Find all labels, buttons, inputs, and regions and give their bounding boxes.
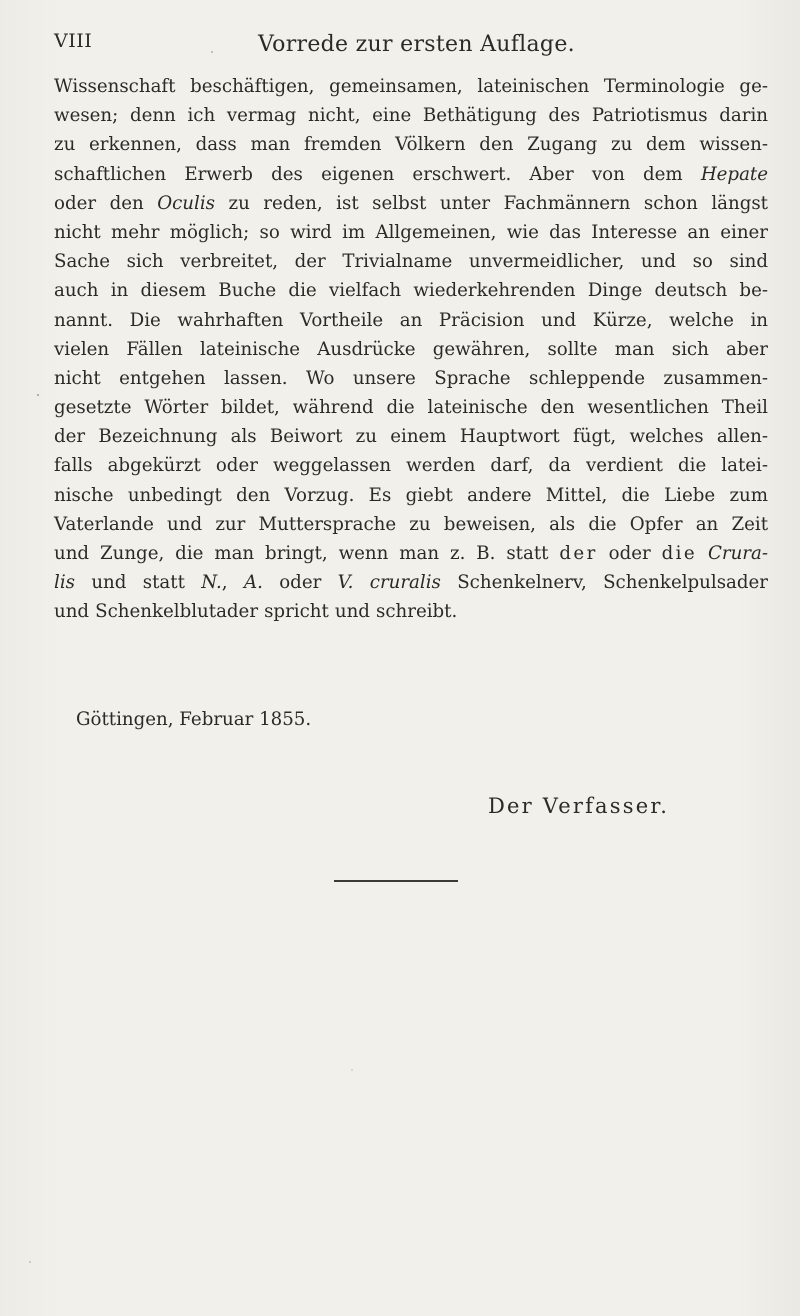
latin-abbrev: A. bbox=[243, 572, 263, 594]
spaced-article: die bbox=[661, 543, 698, 564]
author-signature: Der Verfasser. bbox=[488, 794, 670, 818]
text-line: auch in diesem Buche die vielfach wiederkehrenden Dinge deutsch be- bbox=[54, 280, 768, 302]
end-rule bbox=[334, 880, 458, 882]
text-line: wesen; denn ich vermag nicht, eine Bethätigung des Patriotismus darin bbox=[54, 105, 768, 127]
text-line: vielen Fällen lateinische Ausdrücke gewähren, sollte man sich aber bbox=[54, 338, 768, 360]
latin-term: V. cruralis bbox=[337, 572, 441, 594]
text-line: Vaterlande und zur Muttersprache zu beweisen, als die Opfer an Zeit bbox=[54, 513, 768, 535]
spaced-article: der bbox=[559, 543, 598, 564]
page-header bbox=[54, 24, 774, 64]
page-number: VIII bbox=[54, 30, 93, 52]
latin-term: Crura- bbox=[707, 543, 768, 564]
text-line: schaftlichen Erwerb des eigenen erschwert. Aber von dem Hepate bbox=[54, 163, 768, 185]
text-line: nannt. Die wahrhaften Vortheile an Präcision und Kürze, welche in bbox=[54, 309, 768, 331]
text-line: der Bezeichnung als Beiwort zu einem Hauptwort fügt, welches allen- bbox=[54, 426, 768, 448]
running-title: Vorrede zur ersten Auflage. bbox=[258, 32, 575, 57]
text-line: gesetzte Wörter bildet, während die lateinische den wesentlichen Theil bbox=[54, 397, 768, 419]
text-line: und Schenkelblutader spricht und schreibt. bbox=[54, 601, 458, 623]
latin-abbrev: N. bbox=[201, 572, 222, 594]
text-line: falls abgekürzt oder weggelassen werden darf, da verdient die latei- bbox=[54, 455, 768, 477]
text-line: oder den Oculis zu reden, ist selbst unter Fachmännern schon längst bbox=[54, 192, 768, 214]
text-line: nicht mehr möglich; so wird im Allgemeinen, wie das Interesse an einer bbox=[54, 221, 768, 243]
text-line: lis und statt N., A. oder V. cruralis Schenkelnerv, Schenkelpulsader bbox=[54, 572, 768, 594]
text-line: Wissenschaft beschäftigen, gemeinsamen, lateinischen Terminologie ge- bbox=[54, 76, 768, 97]
place-and-date: Göttingen, Februar 1855. bbox=[76, 709, 312, 730]
text-line: nicht entgehen lassen. Wo unsere Sprache schleppende zusammen- bbox=[54, 367, 768, 389]
latin-term: lis bbox=[54, 572, 75, 594]
text-line: nische unbedingt den Vorzug. Es giebt andere Mittel, die Liebe zum bbox=[54, 484, 768, 506]
text-line: und Zunge, die man bringt, wenn man z. B. statt der oder die Crura- bbox=[54, 543, 768, 564]
text-line: zu erkennen, dass man fremden Völkern den Zugang zu dem wissen- bbox=[54, 134, 768, 156]
latin-term: Oculis bbox=[157, 192, 215, 214]
text-line: Sache sich verbreitet, der Trivialname unvermeidlicher, und so sind bbox=[54, 251, 768, 273]
latin-term: Hepate bbox=[700, 163, 768, 185]
preface-paragraph bbox=[54, 72, 768, 627]
